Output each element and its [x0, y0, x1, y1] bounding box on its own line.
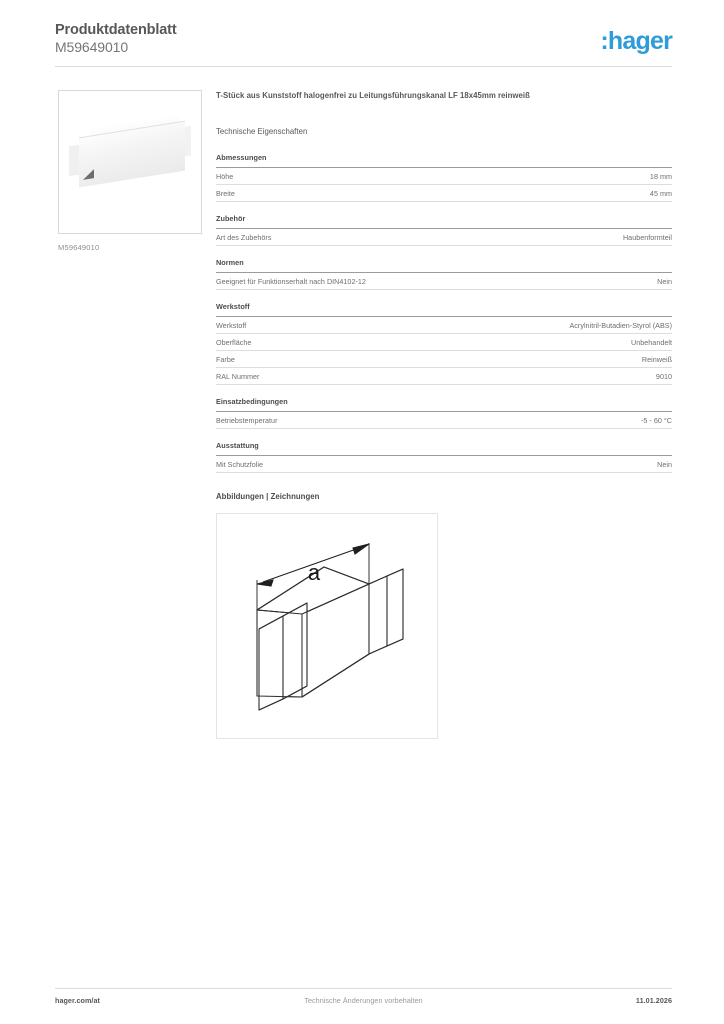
drawing-dimension-label: a — [307, 560, 321, 585]
spec-row-label: Farbe — [216, 355, 235, 364]
header-divider — [55, 66, 672, 67]
spec-group — [216, 214, 672, 246]
page-footer — [55, 996, 672, 1010]
spec-row — [216, 229, 672, 246]
spec-row-value: -5 - 60 °C — [640, 416, 672, 425]
spec-group-title: Normen — [216, 258, 672, 273]
product-image-caption: M59649010 — [58, 243, 100, 252]
product-image — [58, 90, 202, 234]
spec-row-value: Haubenformteil — [622, 233, 672, 242]
spec-row-label: Breite — [216, 189, 235, 198]
spec-row-value: Nein — [657, 460, 672, 469]
spec-row — [216, 185, 672, 202]
footer-website[interactable]: hager.com/at — [55, 996, 100, 1005]
spec-row-value: Reinweiß — [641, 355, 672, 364]
footer-date: 11.01.2026 — [635, 996, 672, 1005]
spec-row-value: Unbehandelt — [631, 338, 672, 347]
product-notch-shadow — [83, 169, 94, 180]
spec-row-value: Nein — [657, 277, 672, 286]
footer-disclaimer: Technische Änderungen vorbehalten — [304, 996, 423, 1005]
spec-row — [216, 317, 672, 334]
spec-group-title: Werkstoff — [216, 302, 672, 317]
spec-group — [216, 302, 672, 385]
spec-row-label: Art des Zubehörs — [216, 233, 272, 242]
technical-drawing — [216, 513, 438, 739]
spec-row-label: Betriebstemperatur — [216, 416, 278, 425]
spec-row-label: Mit Schutzfolie — [216, 460, 264, 469]
page-title: Produktdatenblatt — [55, 22, 177, 38]
spec-row-value: 18 mm — [649, 172, 672, 181]
footer-divider — [55, 988, 672, 989]
technical-drawing-svg — [217, 514, 437, 738]
product-description: T-Stück aus Kunststoff halogenfrei zu Leitungsführungskanal LF 18x45mm reinweiß — [216, 91, 530, 100]
product-figure — [58, 90, 202, 252]
technical-properties-heading: Technische Eigenschaften — [216, 127, 308, 136]
spec-group-title: Abmessungen — [216, 153, 672, 168]
spec-group — [216, 397, 672, 429]
drawings-section-title: Abbildungen | Zeichnungen — [216, 492, 320, 501]
spec-row-label: RAL Nummer — [216, 372, 260, 381]
spec-group — [216, 441, 672, 473]
hager-logo: :hager — [600, 27, 672, 55]
spec-row — [216, 334, 672, 351]
spec-row-label: Höhe — [216, 172, 234, 181]
spec-row-value: 9010 — [655, 372, 672, 381]
spec-content — [216, 90, 672, 739]
spec-row-label: Werkstoff — [216, 321, 247, 330]
spec-row-value: Acrylnitril-Butadien-Styrol (ABS) — [569, 321, 672, 330]
spec-group-title: Ausstattung — [216, 441, 672, 456]
page-header — [55, 22, 672, 67]
spec-row — [216, 273, 672, 290]
article-number: M59649010 — [55, 39, 129, 55]
spec-row — [216, 456, 672, 473]
spec-group-title: Einsatzbedingungen — [216, 397, 672, 412]
spec-row — [216, 351, 672, 368]
spec-row-label: Oberfläche — [216, 338, 252, 347]
spec-row-value: 45 mm — [649, 189, 672, 198]
spec-group — [216, 258, 672, 290]
spec-row — [216, 168, 672, 185]
spec-group — [216, 153, 672, 202]
spec-row-label: Geeignet für Funktionserhalt nach DIN4102-12 — [216, 277, 366, 286]
spec-group-title: Zubehör — [216, 214, 672, 229]
spec-row — [216, 412, 672, 429]
spec-group-list — [216, 153, 672, 473]
spec-row — [216, 368, 672, 385]
